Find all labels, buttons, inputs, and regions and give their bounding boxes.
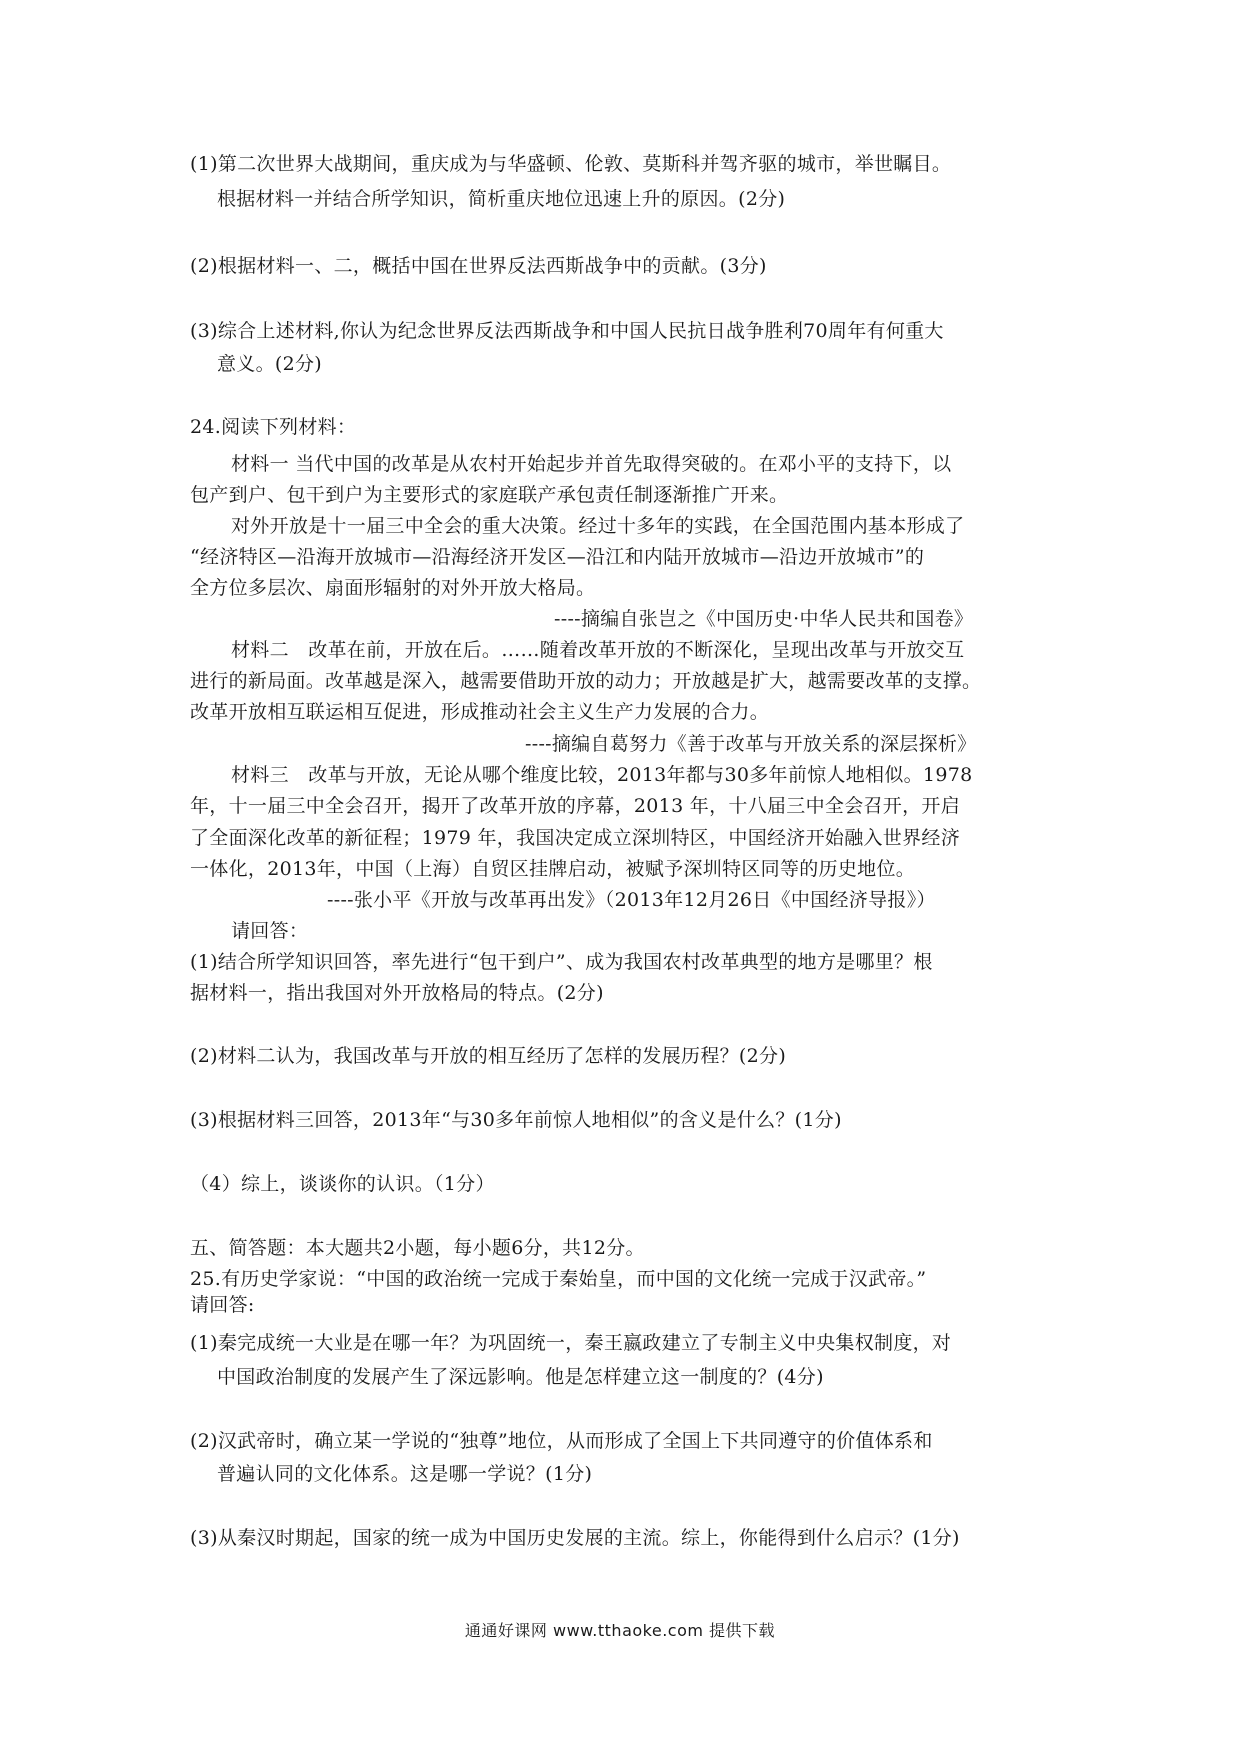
- q24-heading: 24.阅读下列材料：: [190, 416, 357, 438]
- q24-sub-4: （4）综上，谈谈你的认识。（1分）: [190, 1173, 495, 1195]
- question-1-line-1: (1)第二次世界大战期间，重庆成为与华盛顿、伦敦、莫斯科并驾齐驱的城市，举世瞩目。: [190, 153, 952, 175]
- q24-ask: 请回答：: [231, 920, 309, 942]
- q24-material-1-source: ----摘编自张岂之《中国历史·中华人民共和国卷》: [554, 608, 974, 630]
- q24-material-2-source: ----摘编自葛努力《善于改革与开放关系的深层探析》: [525, 733, 977, 755]
- q24-material-2-line-1: 材料二 改革在前，开放在后。……随着改革开放的不断深化，呈现出改革与开放交互: [231, 639, 965, 661]
- q24-material-1-line-1: 材料一 当代中国的改革是从农村开始起步并首先取得突破的。在邓小平的支持下，以: [231, 453, 952, 475]
- q24-material-1-line-4: “经济特区—沿海开放城市—沿海经济开发区—沿江和内陆开放城市—沿边开放城市”的: [190, 546, 925, 568]
- question-3-line-1: (3)综合上述材料,你认为纪念世界反法西斯战争和中国人民抗日战争胜利70周年有何重大: [190, 320, 944, 342]
- q24-sub-3: (3)根据材料三回答，2013年“与30多年前惊人地相似”的含义是什么？(1分): [190, 1109, 842, 1131]
- q24-material-3-line-4: 一体化，2013年，中国（上海）自贸区挂牌启动，被赋予深圳特区同等的历史地位。: [190, 858, 916, 880]
- q24-sub-1-line-1: (1)结合所学知识回答，率先进行“包干到户”、成为我国农村改革典型的地方是哪里？根: [190, 951, 933, 973]
- q24-material-1-line-5: 全方位多层次、扇面形辐射的对外开放大格局。: [190, 577, 596, 599]
- q24-material-2-line-3: 改革开放相互联运相互促进，形成推动社会主义生产力发展的合力。: [190, 701, 770, 723]
- q24-material-3-source: ----张小平《开放与改革再出发》（2013年12月26日《中国经济导报》）: [327, 889, 936, 911]
- q24-material-3-line-3: 了全面深化改革的新征程；1979 年，我国决定成立深圳特区，中国经济开始融入世界经济: [190, 827, 960, 849]
- q25-line-1: 25.有历史学家说：“中国的政治统一完成于秦始皇，而中国的文化统一完成于汉武帝。”: [190, 1268, 927, 1290]
- page-footer: 通通好课网 www.tthaoke.com 提供下载: [464, 1621, 776, 1640]
- question-3-line-2: 意义。(2分): [217, 353, 323, 375]
- q24-material-2-line-2: 进行的新局面。改革越是深入，越需要借助开放的动力；开放越是扩大，越需要改革的支撑。: [190, 670, 982, 692]
- q24-material-1-line-2: 包产到户、包干到户为主要形式的家庭联产承包责任制逐渐推广开来。: [190, 484, 789, 506]
- q25-sub-2-line-2: 普遍认同的文化体系。这是哪一学说？(1分): [217, 1463, 593, 1485]
- q24-sub-1-line-2: 据材料一，指出我国对外开放格局的特点。(2分): [190, 982, 604, 1004]
- q24-sub-2: (2)材料二认为，我国改革与开放的相互经历了怎样的发展历程？(2分): [190, 1045, 787, 1067]
- q24-material-3-line-1: 材料三 改革与开放，无论从哪个维度比较，2013年都与30多年前惊人地相似。1978: [231, 764, 973, 786]
- question-1-line-2: 根据材料一并结合所学知识，简析重庆地位迅速上升的原因。(2分): [217, 188, 786, 210]
- q25-sub-1-line-1: (1)秦完成统一大业是在哪一年？为巩固统一，秦王嬴政建立了专制主义中央集权制度，对: [190, 1332, 952, 1354]
- q25-line-2: 请回答:: [190, 1294, 255, 1316]
- q24-material-1-line-3: 对外开放是十一届三中全会的重大决策。经过十多年的实践，在全国范围内基本形成了: [231, 515, 965, 537]
- q25-sub-1-line-2: 中国政治制度的发展产生了深远影响。他是怎样建立这一制度的？(4分): [217, 1366, 824, 1388]
- question-2: (2)根据材料一、二，概括中国在世界反法西斯战争中的贡献。(3分): [190, 255, 767, 277]
- q24-material-3-line-2: 年，十一届三中全会召开，揭开了改革开放的序幕，2013 年，十八届三中全会召开，开启: [190, 795, 960, 817]
- part-5-heading: 五、简答题：本大题共2小题，每小题6分，共12分。: [190, 1237, 645, 1259]
- q25-sub-2-line-1: (2)汉武帝时，确立某一学说的“独尊”地位，从而形成了全国上下共同遵守的价值体系和: [190, 1430, 933, 1452]
- q25-sub-3: (3)从秦汉时期起，国家的统一成为中国历史发展的主流。综上，你能得到什么启示？(1分): [190, 1527, 960, 1549]
